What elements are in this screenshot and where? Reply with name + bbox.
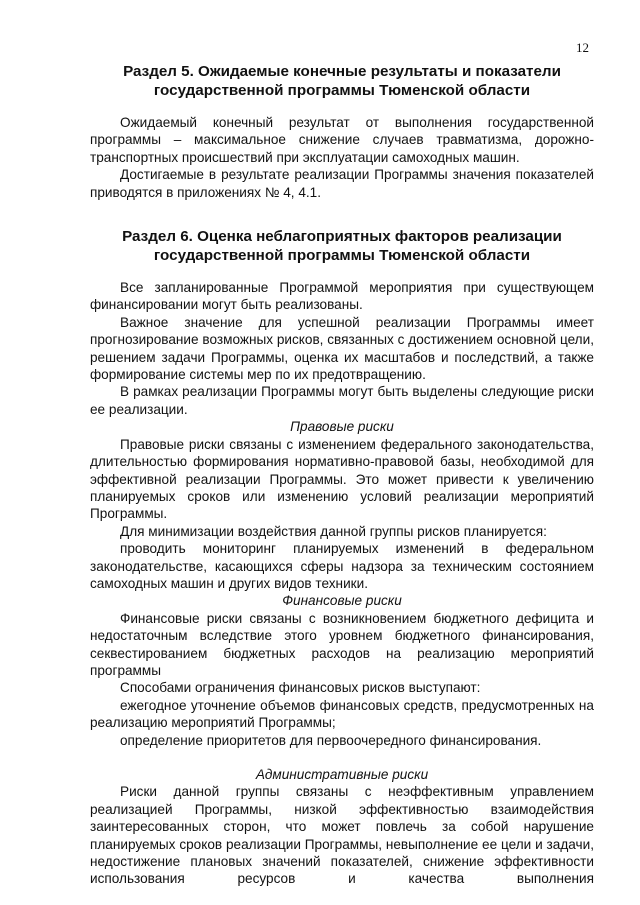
administrative-risks-heading: Административные риски xyxy=(255,767,429,782)
financial-risks-paragraph: определение приоритетов для первоочередного финансирования. xyxy=(120,732,542,748)
section-6-title xyxy=(90,227,594,265)
section-5-title-line-1: Раздел 5. Ожидаемые конечные результаты и показатели xyxy=(123,63,561,80)
section-5-title xyxy=(90,62,594,100)
page-number: 12 xyxy=(576,40,589,55)
financial-risks-paragraph: ежегодное уточнение объемов финансовых средств, предусмотренных на реализацию мероприятий Программы; xyxy=(90,697,594,731)
section-5-paragraph: Ожидаемый конечный результат от выполнения государственной программы – максимальное снижение случаев травматизма, дорожно-транспортных происшествий при эксплуатации самоходных машин. xyxy=(90,115,594,165)
administrative-risks-paragraph: Риски данной группы связаны с неэффективным управлением реализацией Программы, низкой эффективностью взаимодействия заинтересованных сторон, что может повлечь за собой нарушение планируемых сроков реализации Программы, невыполнение ее цели и задачи, недостижение плановых значений показателей, снижение эффективности использования ресурсов и качества выполнения xyxy=(90,784,594,887)
document-body xyxy=(90,62,594,888)
legal-risks-paragraph: проводить мониторинг планируемых изменений в федеральном законодательстве, касающихся сферы надзора за техническим состоянием самоходных машин и других видов техники. xyxy=(90,541,594,591)
legal-risks-paragraph: Для минимизации воздействия данной группы рисков планируется: xyxy=(120,523,547,539)
financial-risks-heading: Финансовые риски xyxy=(282,593,402,609)
section-6-intro-paragraph: В рамках реализации Программы могут быть выделены следующие риски ее реализации. xyxy=(90,384,594,417)
section-5-title-line-2: государственной программы Тюменской области xyxy=(153,82,531,99)
section-6-intro-paragraph: Все запланированные Программой мероприятия при существующем финансировании могут быть реализованы. xyxy=(90,280,594,313)
section-6-intro-paragraph: Важное значение для успешной реализации Программы имеет прогнозирование возможных рисков, связанных с достижением основной цели, решением задачи Программы, оценка их масштабов и последствий, а также формирование системы мер по их предотвращению. xyxy=(90,314,594,383)
legal-risks-heading: Правовые риски xyxy=(290,419,394,435)
section-6-title-line-1: Раздел 6. Оценка неблагоприятных факторов реализации xyxy=(122,228,562,246)
section-6-title-line-2: государственной программы Тюменской области xyxy=(153,247,531,265)
section-5-paragraph: Достигаемые в результате реализации Программы значения показателей приводятся в приложениях № 4, 4.1. xyxy=(90,167,594,200)
financial-risks-paragraph: Финансовые риски связаны с возникновением бюджетного дефицита и недостаточным вследствие этого уровнем бюджетного финансирования, секвестированием бюджетных расходов на реализацию мероприятий программы xyxy=(90,610,594,678)
financial-risks-paragraph: Способами ограничения финансовых рисков выступают: xyxy=(120,680,481,696)
legal-risks-paragraph: Правовые риски связаны с изменением федерального законодательства, длительностью формирования нормативно-правовой базы, необходимой для эффективной реализации Программы. Это может привести к увеличению планируемых сроков или изменению условий реализации мероприятий Программы. xyxy=(90,436,594,522)
